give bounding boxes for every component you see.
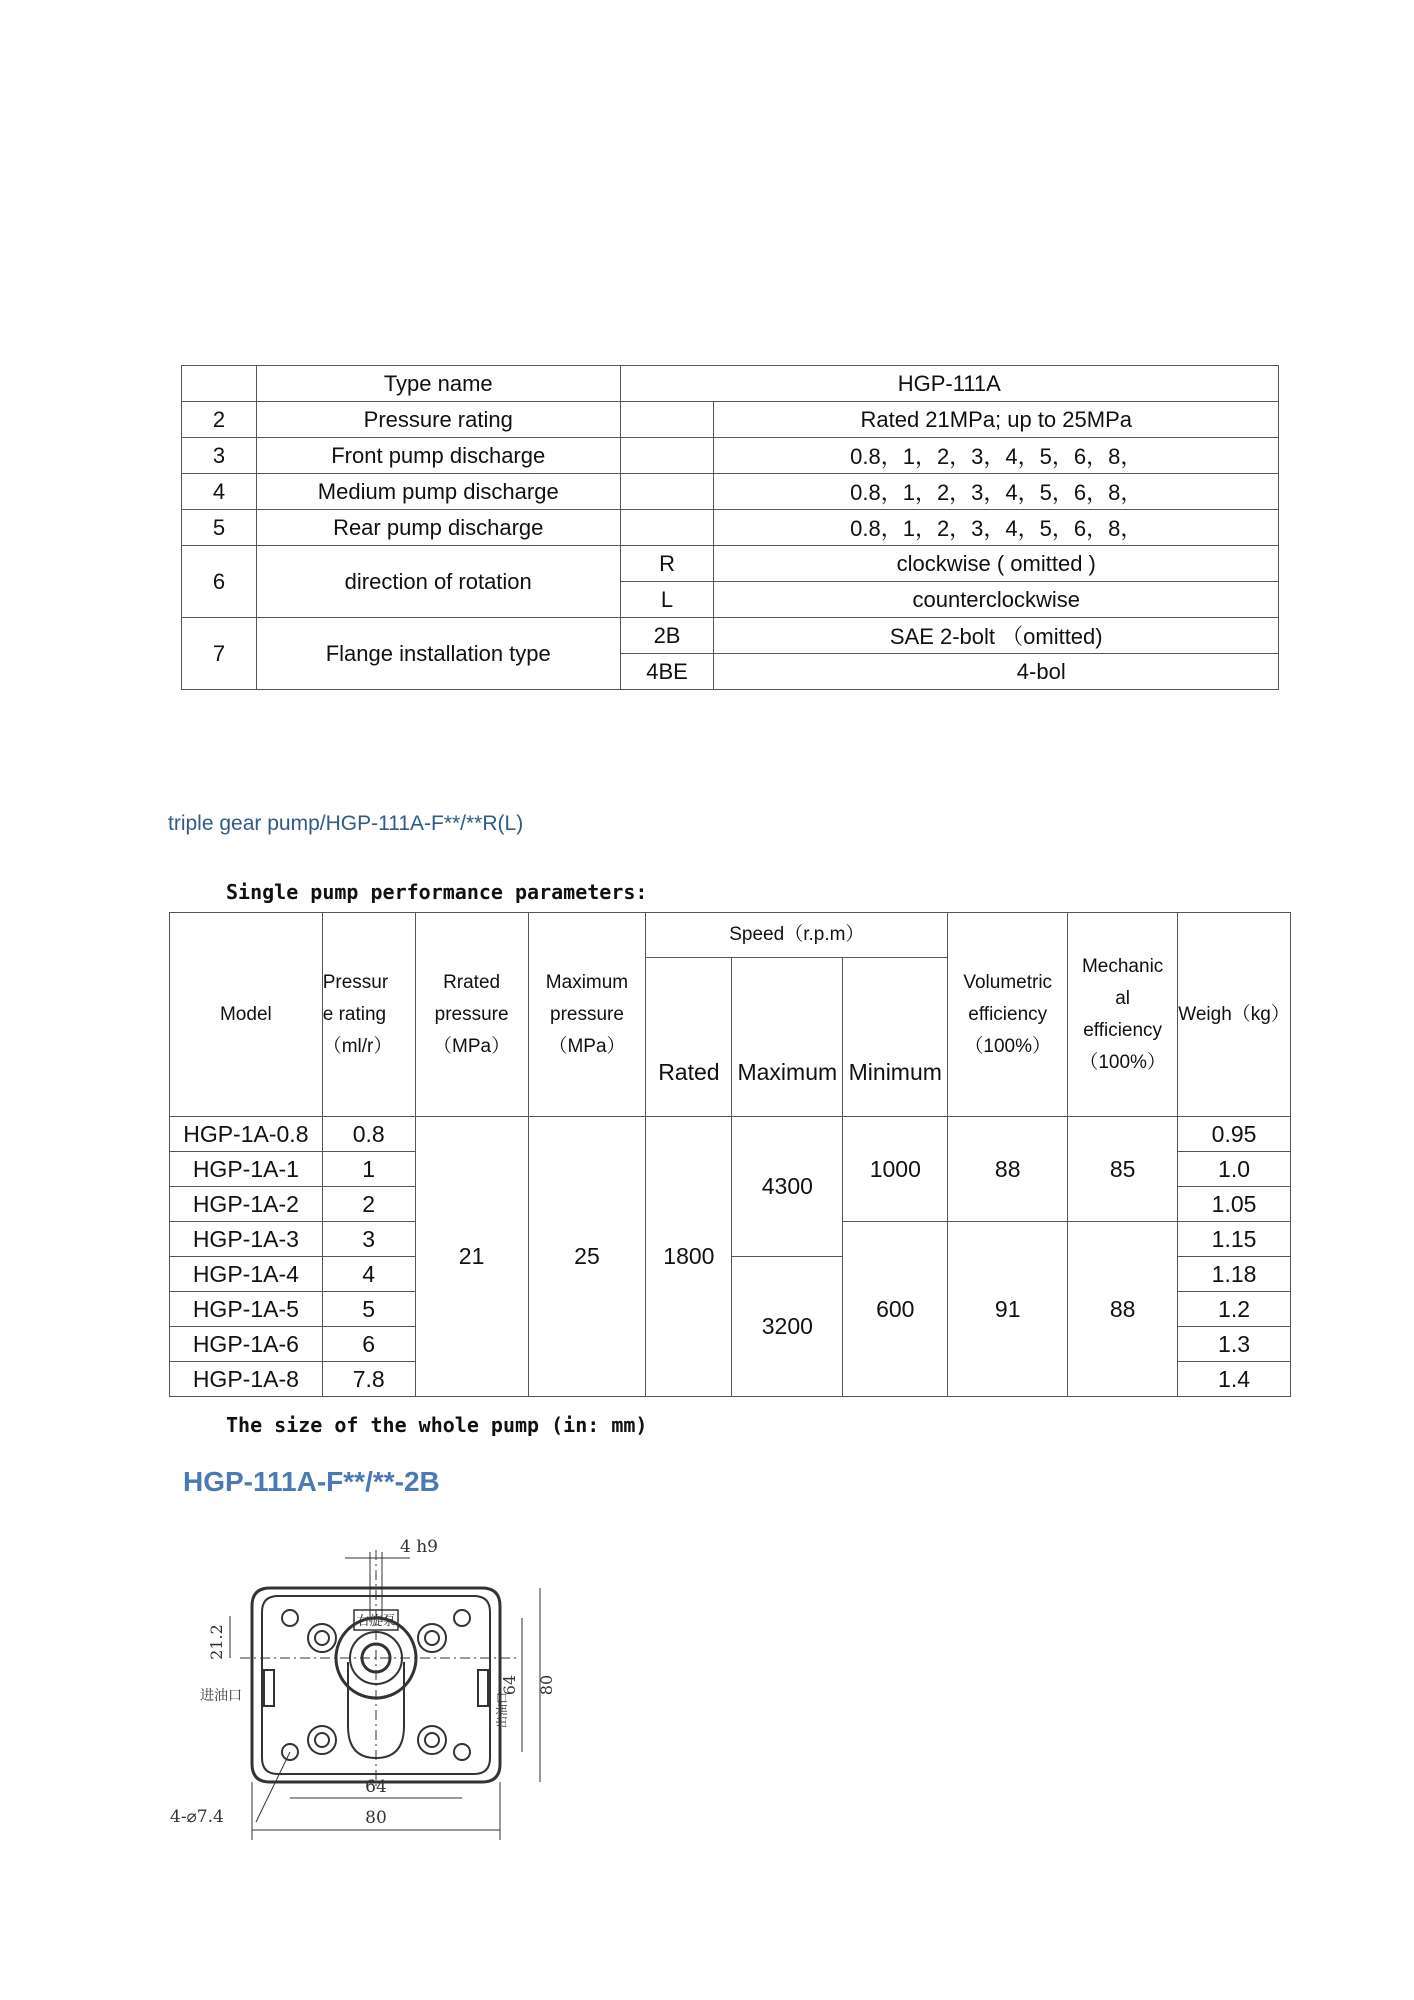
inlet-label: 进油口 [200,1688,242,1704]
header-speed: Speed（r.p.m） [646,913,948,958]
spec-row-name: Pressure rating [256,402,620,438]
spec-no-cell [182,366,257,402]
spec-row-value: Rated 21MPa; up to 25MPa [714,402,1279,438]
bolt-center [315,1733,329,1747]
header-speed-max: Maximum [732,958,843,1117]
header-speed-rated: Rated [646,958,732,1117]
bolt-center [425,1631,439,1645]
header-pressure-rating [322,913,415,1117]
table-row-model: HGP-1A-4 [170,1257,323,1292]
header-line: Rrated [443,971,501,993]
table-row-model: HGP-1A-6 [170,1327,323,1362]
spec-row-no: 3 [182,438,257,474]
spec-row-code: 2B [620,618,714,654]
header-vol-eff [948,913,1068,1117]
section-link[interactable]: triple gear pump/HGP-111A-F**/**R(L) [168,812,524,835]
table-row-disp: 3 [322,1222,415,1257]
table-row-disp: 6 [322,1327,415,1362]
mech-eff-group2: 88 [1068,1222,1178,1397]
table-row-model: HGP-1A-2 [170,1187,323,1222]
drawing-title: HGP-111A-F**/**-2B [183,1466,440,1497]
spec-row-value: 4-bol [714,654,1279,690]
min-speed-group2: 600 [843,1222,948,1397]
min-speed-group1: 1000 [843,1117,948,1222]
dim-label-inner-h: 64 [500,1674,519,1696]
mount-hole [282,1610,298,1626]
pump-front-view-drawing [160,1530,620,1930]
inlet-port [264,1670,274,1706]
outlet-label: 出油口 [495,1691,509,1729]
rotation-badge-text: 右旋泵 [356,1614,396,1629]
header-line: Pressur [322,971,389,993]
table-row-model: HGP-1A-3 [170,1222,323,1257]
header-line: （MPa） [433,1035,511,1057]
spec-table [181,365,1279,690]
spec-row-code [620,402,714,438]
table-row-weight: 1.2 [1178,1292,1291,1327]
spec-type-value: HGP-111A [620,366,1278,402]
spec-row-code [620,438,714,474]
header-mech-eff [1068,913,1178,1117]
header-line: （MPa） [548,1035,626,1057]
perf-title: Single pump performance parameters: [226,880,648,904]
header-line: e rating [322,1003,387,1025]
vol-eff-group2: 91 [948,1222,1068,1397]
bolt-center [425,1733,439,1747]
vol-eff-group1: 88 [948,1117,1068,1222]
table-row-weight: 1.05 [1178,1187,1291,1222]
hole-label: 4-⌀7.4 [170,1807,224,1827]
header-line: （100%） [1079,1051,1166,1073]
dim-label-left: 21.2 [207,1624,226,1660]
table-row-weight: 1.3 [1178,1327,1291,1362]
header-line: （100%） [964,1035,1052,1057]
hole-leader [256,1752,290,1822]
table-row-disp: 4 [322,1257,415,1292]
header-line: （ml/r） [322,1035,393,1057]
header-line: Volumetric [963,971,1053,993]
header-line: pressure [550,1003,624,1025]
header-line: Mechanic [1081,955,1164,977]
spec-row-no: 6 [182,546,257,618]
spec-row-code [620,474,714,510]
spec-row-code: R [620,546,714,582]
spec-row-value: SAE 2-bolt （omitted) [714,618,1279,654]
table-row-model: HGP-1A-1 [170,1152,323,1187]
bolt [308,1726,336,1754]
table-row-disp: 0.8 [322,1117,415,1152]
header-max-pressure [528,913,646,1117]
spec-row-code [620,510,714,546]
size-title: The size of the whole pump (in: mm) [226,1413,648,1437]
key-dim-label: 4 h9 [400,1537,438,1557]
header-line: Maximum [545,971,629,993]
dim-label-inner-w: 64 [365,1777,387,1797]
mount-hole [454,1744,470,1760]
table-row-disp: 7.8 [322,1362,415,1397]
table-row-weight: 1.4 [1178,1362,1291,1397]
max-speed-group1: 4300 [732,1117,843,1257]
spec-row-no: 4 [182,474,257,510]
outlet-port [478,1670,488,1706]
spec-row-value: 0.8，1，2，3，4，5，6，8， [714,510,1279,546]
spec-row-name: Medium pump discharge [256,474,620,510]
header-line: pressure [434,1003,509,1025]
header-line: al [1115,987,1131,1009]
header-line: efficiency [968,1003,1048,1025]
spec-row-value: 0.8，1，2，3，4，5，6，8， [714,438,1279,474]
header-weight: Weigh（kg） [1178,913,1291,1117]
bolt-center [315,1631,329,1645]
rated-speed-value: 1800 [646,1117,732,1397]
spec-row-no: 7 [182,618,257,690]
table-row-model: HGP-1A-0.8 [170,1117,323,1152]
rated-pressure-value: 21 [415,1117,528,1397]
table-row-weight: 1.18 [1178,1257,1291,1292]
spec-row-name: Rear pump discharge [256,510,620,546]
table-row-model: HGP-1A-5 [170,1292,323,1327]
header-model: Model [170,913,323,1117]
performance-table [169,912,1291,1397]
spec-row-code: L [620,582,714,618]
mech-eff-group1: 85 [1068,1117,1178,1222]
spec-row-name: direction of rotation [256,546,620,618]
header-speed-min: Minimum [843,958,948,1117]
max-speed-group2: 3200 [732,1257,843,1397]
spec-row-code: 4BE [620,654,714,690]
table-row-disp: 2 [322,1187,415,1222]
dim-label-outer-h: 80 [537,1674,556,1696]
table-row-model: HGP-1A-8 [170,1362,323,1397]
dim-label-outer-w: 80 [365,1808,387,1828]
header-line: efficiency [1083,1019,1163,1041]
table-row-weight: 0.95 [1178,1117,1291,1152]
mount-hole [454,1610,470,1626]
table-row-weight: 1.15 [1178,1222,1291,1257]
spec-row-value: clockwise ( omitted ) [714,546,1279,582]
table-row-disp: 5 [322,1292,415,1327]
table-row-disp: 1 [322,1152,415,1187]
bolt [418,1726,446,1754]
spec-row-no: 2 [182,402,257,438]
bolt [418,1624,446,1652]
max-pressure-value: 25 [528,1117,646,1397]
spec-row-value: 0.8，1，2，3，4，5，6，8， [714,474,1279,510]
spec-type-label: Type name [256,366,620,402]
spec-row-value: counterclockwise [714,582,1279,618]
spec-row-name: Flange installation type [256,618,620,690]
table-row-weight: 1.0 [1178,1152,1291,1187]
bolt [308,1624,336,1652]
spec-row-name: Front pump discharge [256,438,620,474]
spec-row-no: 5 [182,510,257,546]
header-rated-pressure [415,913,528,1117]
